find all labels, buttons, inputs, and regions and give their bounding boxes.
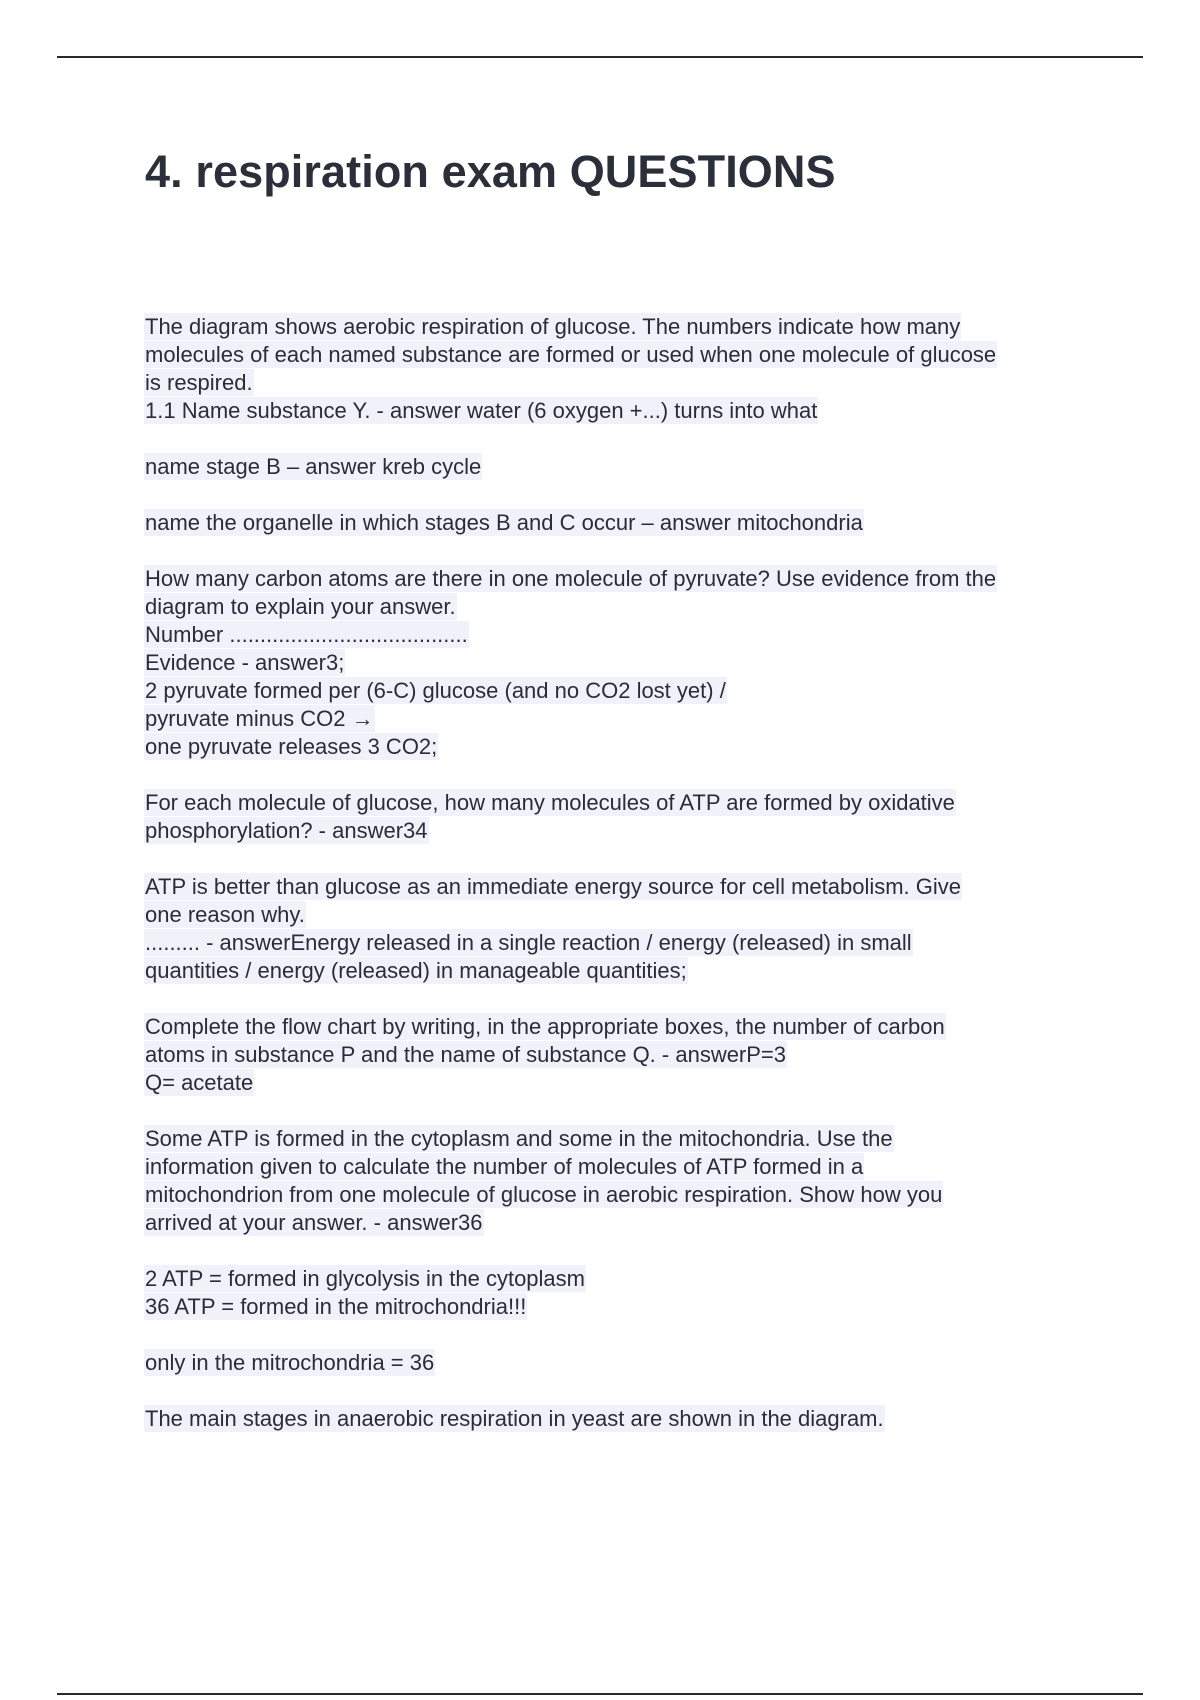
text-line-wrapper: [145, 593, 1085, 621]
text-line: For each molecule of glucose, how many molecules of ATP are formed by oxidative: [145, 790, 955, 815]
text-line: is respired.: [145, 370, 253, 395]
text-line: Q= acetate: [145, 1070, 254, 1095]
text-line: phosphorylation? - answer34: [145, 818, 428, 843]
question-paragraph: [145, 565, 1085, 761]
text-line: 1.1 Name substance Y. - answer water (6 oxygen +...) turns into what: [145, 398, 818, 423]
text-line: information given to calculate the number of molecules of ATP formed in a: [145, 1154, 864, 1179]
text-line-wrapper: [145, 1405, 1085, 1433]
text-line-wrapper: [145, 1069, 1085, 1097]
text-line: atoms in substance P and the name of substance Q. - answerP=3: [145, 1042, 787, 1067]
text-line-wrapper: [145, 789, 1085, 817]
document-title: 4. respiration exam QUESTIONS: [145, 146, 836, 197]
text-line-wrapper: [145, 901, 1085, 929]
text-line-wrapper: [145, 929, 1085, 957]
text-line: molecules of each named substance are formed or used when one molecule of glucose: [145, 342, 997, 367]
text-line-wrapper: [145, 397, 1085, 425]
text-line: ......... - answerEnergy released in a single reaction / energy (released) in small: [145, 930, 912, 955]
question-paragraph: [145, 313, 1085, 425]
text-line: Number .......................................: [145, 622, 468, 647]
text-line-wrapper: [145, 313, 1085, 341]
text-line: ATP is better than glucose as an immediate energy source for cell metabolism. Give: [145, 874, 962, 899]
text-line: one pyruvate releases 3 CO2;: [145, 734, 438, 759]
question-paragraph: [145, 1405, 1085, 1433]
text-line-wrapper: [145, 817, 1085, 845]
question-paragraph: [145, 1125, 1085, 1237]
text-line-wrapper: [145, 677, 1085, 705]
text-line-wrapper: [145, 1209, 1085, 1237]
text-line-wrapper: [145, 621, 1085, 649]
text-line: Complete the flow chart by writing, in the appropriate boxes, the number of carbon: [145, 1014, 945, 1039]
text-line: Some ATP is formed in the cytoplasm and some in the mitochondria. Use the: [145, 1126, 893, 1151]
text-line: 36 ATP = formed in the mitrochondria!!!: [145, 1294, 527, 1319]
text-line-wrapper: [145, 1265, 1085, 1293]
text-line: name the organelle in which stages B and C occur – answer mitochondria: [145, 510, 863, 535]
text-line: one reason why.: [145, 902, 305, 927]
text-line-wrapper: [145, 1041, 1085, 1069]
text-line: The diagram shows aerobic respiration of glucose. The numbers indicate how many: [145, 314, 961, 339]
text-line-wrapper: [145, 957, 1085, 985]
text-line: quantities / energy (released) in manageable quantities;: [145, 958, 687, 983]
question-paragraph: [145, 1349, 1085, 1377]
text-line-wrapper: [145, 1293, 1085, 1321]
text-line-wrapper: [145, 1013, 1085, 1041]
text-line: arrived at your answer. - answer36: [145, 1210, 483, 1235]
bottom-rule: [57, 1693, 1143, 1695]
text-line-wrapper: [145, 649, 1085, 677]
text-line-wrapper: [145, 1125, 1085, 1153]
text-line-wrapper: [145, 873, 1085, 901]
text-line: Evidence - answer3;: [145, 650, 345, 675]
text-line: 2 pyruvate formed per (6-C) glucose (and no CO2 lost yet) /: [145, 678, 726, 703]
text-line-wrapper: [145, 453, 1085, 481]
text-line-wrapper: [145, 369, 1085, 397]
text-line-wrapper: [145, 509, 1085, 537]
text-line: only in the mitrochondria = 36: [145, 1350, 435, 1375]
text-line-wrapper: [145, 341, 1085, 369]
text-line-wrapper: [145, 733, 1085, 761]
text-line: name stage B – answer kreb cycle: [145, 454, 482, 479]
question-paragraph: [145, 873, 1085, 985]
text-line: diagram to explain your answer.: [145, 594, 456, 619]
question-paragraph: [145, 453, 1085, 481]
question-paragraph: [145, 509, 1085, 537]
text-line: The main stages in anaerobic respiration in yeast are shown in the diagram.: [145, 1406, 884, 1431]
text-line: How many carbon atoms are there in one molecule of pyruvate? Use evidence from the: [145, 566, 997, 591]
text-line: pyruvate minus CO2 →: [145, 706, 374, 731]
text-line-wrapper: [145, 1153, 1085, 1181]
document-body: [145, 313, 1085, 1461]
text-line-wrapper: [145, 565, 1085, 593]
text-line-wrapper: [145, 705, 1085, 733]
text-line: mitochondrion from one molecule of glucose in aerobic respiration. Show how you: [145, 1182, 943, 1207]
question-paragraph: [145, 1013, 1085, 1097]
top-rule: [57, 56, 1143, 58]
text-line-wrapper: [145, 1349, 1085, 1377]
question-paragraph: [145, 789, 1085, 845]
text-line: 2 ATP = formed in glycolysis in the cytoplasm: [145, 1266, 585, 1291]
text-line-wrapper: [145, 1181, 1085, 1209]
question-paragraph: [145, 1265, 1085, 1321]
